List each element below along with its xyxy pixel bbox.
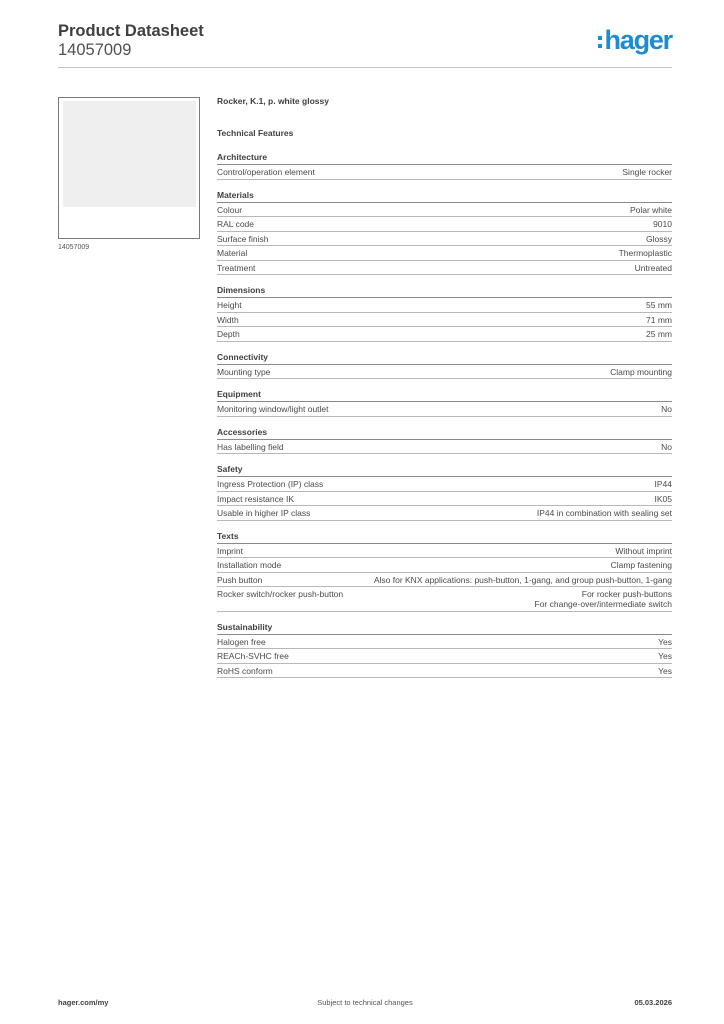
- feature-row: [217, 246, 672, 261]
- footer-notice: Subject to technical changes: [317, 998, 413, 1007]
- feature-row: [217, 440, 672, 455]
- section-connectivity: [217, 352, 672, 380]
- feature-row: [217, 649, 672, 664]
- feature-label: Ingress Protection (IP) class: [217, 479, 324, 489]
- document-title: Product Datasheet: [58, 22, 204, 40]
- feature-label: Usable in higher IP class: [217, 508, 311, 518]
- feature-row: [217, 573, 672, 588]
- footer-date: 05.03.2026: [634, 998, 672, 1007]
- section-title: Dimensions: [217, 285, 672, 298]
- feature-row: [217, 232, 672, 247]
- feature-label: Halogen free: [217, 636, 266, 647]
- feature-value: [615, 546, 672, 556]
- feature-value-line: Untreated: [634, 262, 672, 273]
- feature-value: [653, 219, 672, 229]
- feature-value: [646, 329, 672, 339]
- feature-value-line: For rocker push-buttons: [581, 589, 672, 599]
- feature-row: [217, 477, 672, 492]
- feature-label: Mounting type: [217, 366, 271, 377]
- feature-row: [217, 544, 672, 559]
- feature-value-line: 25 mm: [646, 329, 672, 339]
- feature-row: [217, 203, 672, 218]
- technical-content: [217, 96, 672, 688]
- feature-label: Depth: [217, 329, 240, 339]
- logo-dots-icon: [598, 36, 602, 48]
- header-divider: [58, 67, 672, 68]
- feature-value-line: 9010: [653, 219, 672, 229]
- section-architecture: [217, 152, 672, 180]
- feature-value-line: Yes: [658, 651, 672, 661]
- feature-value: [658, 637, 672, 647]
- feature-row: [217, 587, 672, 612]
- document-header: [58, 22, 204, 60]
- section-title: Accessories: [217, 427, 672, 440]
- feature-row: [217, 664, 672, 679]
- feature-label: Control/operation element: [217, 167, 315, 177]
- feature-label: Height: [217, 300, 242, 310]
- logo-text: hager: [604, 25, 672, 55]
- feature-value-line: Single rocker: [622, 167, 672, 177]
- feature-label: Push button: [217, 574, 263, 585]
- feature-label: Installation mode: [217, 560, 282, 570]
- feature-row: [217, 506, 672, 521]
- section-title: Architecture: [217, 152, 672, 165]
- feature-value-line: IP44 in combination with sealing set: [536, 508, 672, 518]
- feature-row: [217, 558, 672, 573]
- feature-row: [217, 365, 672, 380]
- feature-value-line: IP44: [654, 479, 672, 489]
- feature-value: [658, 666, 672, 676]
- feature-value: [374, 575, 672, 585]
- section-title: Connectivity: [217, 352, 672, 365]
- section-materials: [217, 190, 672, 276]
- section-dimensions: [217, 285, 672, 342]
- feature-value-line: Thermoplastic: [618, 248, 672, 258]
- feature-value: [622, 167, 672, 177]
- feature-row: [217, 217, 672, 232]
- feature-label: REACh-SVHC free: [217, 651, 289, 661]
- feature-label: Width: [217, 314, 239, 325]
- feature-value: [655, 479, 673, 489]
- feature-value-line: Clamp mounting: [610, 366, 672, 377]
- section-accessories: [217, 427, 672, 455]
- feature-value-line: Without imprint: [615, 545, 672, 556]
- feature-value: [635, 263, 672, 273]
- feature-row: [217, 492, 672, 507]
- feature-row: [217, 298, 672, 313]
- hager-logo: [598, 26, 672, 54]
- feature-value: [646, 315, 672, 325]
- feature-value: [661, 442, 672, 452]
- feature-value: [610, 367, 672, 377]
- feature-row: [217, 313, 672, 328]
- feature-value: [658, 651, 672, 661]
- product-image: [63, 101, 196, 207]
- product-code: 14057009: [58, 41, 132, 59]
- feature-label: Imprint: [217, 545, 243, 556]
- feature-value-line: Glossy: [646, 233, 672, 244]
- feature-value-line: No: [661, 441, 672, 452]
- feature-row: [217, 261, 672, 276]
- feature-value: [630, 205, 672, 215]
- feature-value-line: Yes: [658, 665, 672, 676]
- section-title: Texts: [217, 531, 672, 544]
- feature-label: Rocker switch/rocker push-button: [217, 589, 344, 599]
- section-texts: [217, 531, 672, 612]
- section-title: Sustainability: [217, 622, 672, 635]
- product-image-caption: 14057009: [58, 244, 90, 251]
- feature-value-line: Yes: [658, 636, 672, 647]
- technical-features-heading: Technical Features: [217, 128, 294, 138]
- feature-label: Impact resistance IK: [217, 493, 295, 504]
- feature-label: Surface finish: [217, 233, 269, 244]
- feature-value-line: Polar white: [629, 204, 672, 215]
- feature-value: [646, 300, 672, 310]
- product-name: Rocker, K.1, p. white glossy: [217, 96, 329, 106]
- section-safety: [217, 464, 672, 521]
- feature-label: Treatment: [217, 262, 256, 273]
- feature-value-line: Also for KNX applications: push-button, 1-gang, and group push-button, 1-gang: [373, 574, 672, 585]
- feature-label: RAL code: [217, 219, 255, 229]
- feature-value-line: IK05: [654, 493, 672, 504]
- footer-website: hager.com/my: [58, 998, 109, 1007]
- feature-value: [611, 560, 672, 570]
- feature-value: [619, 248, 672, 258]
- feature-row: [217, 402, 672, 417]
- feature-label: Has labelling field: [217, 441, 284, 452]
- section-title: Materials: [217, 190, 672, 203]
- product-image-frame: [58, 97, 200, 239]
- section-title: Equipment: [217, 389, 672, 402]
- feature-value-line: For change-over/intermediate switch: [534, 599, 672, 609]
- feature-value-line: 71 mm: [646, 314, 672, 325]
- feature-label: Monitoring window/light outlet: [217, 404, 329, 414]
- feature-label: Colour: [217, 204, 243, 215]
- section-title: Safety: [217, 464, 672, 477]
- feature-sections: [217, 152, 672, 678]
- feature-label: Material: [217, 248, 248, 258]
- feature-row: [217, 327, 672, 342]
- feature-value: [655, 494, 673, 504]
- feature-value-line: No: [661, 404, 672, 414]
- section-equipment: [217, 389, 672, 417]
- feature-value-line: 55 mm: [646, 300, 672, 310]
- feature-row: [217, 165, 672, 180]
- feature-label: RoHS conform: [217, 665, 273, 676]
- feature-value: [661, 404, 672, 414]
- feature-value: [537, 508, 672, 518]
- feature-value: [535, 589, 672, 609]
- section-sustainability: [217, 622, 672, 679]
- feature-row: [217, 635, 672, 650]
- feature-value-line: Clamp fastening: [610, 560, 672, 570]
- feature-value: [646, 234, 672, 244]
